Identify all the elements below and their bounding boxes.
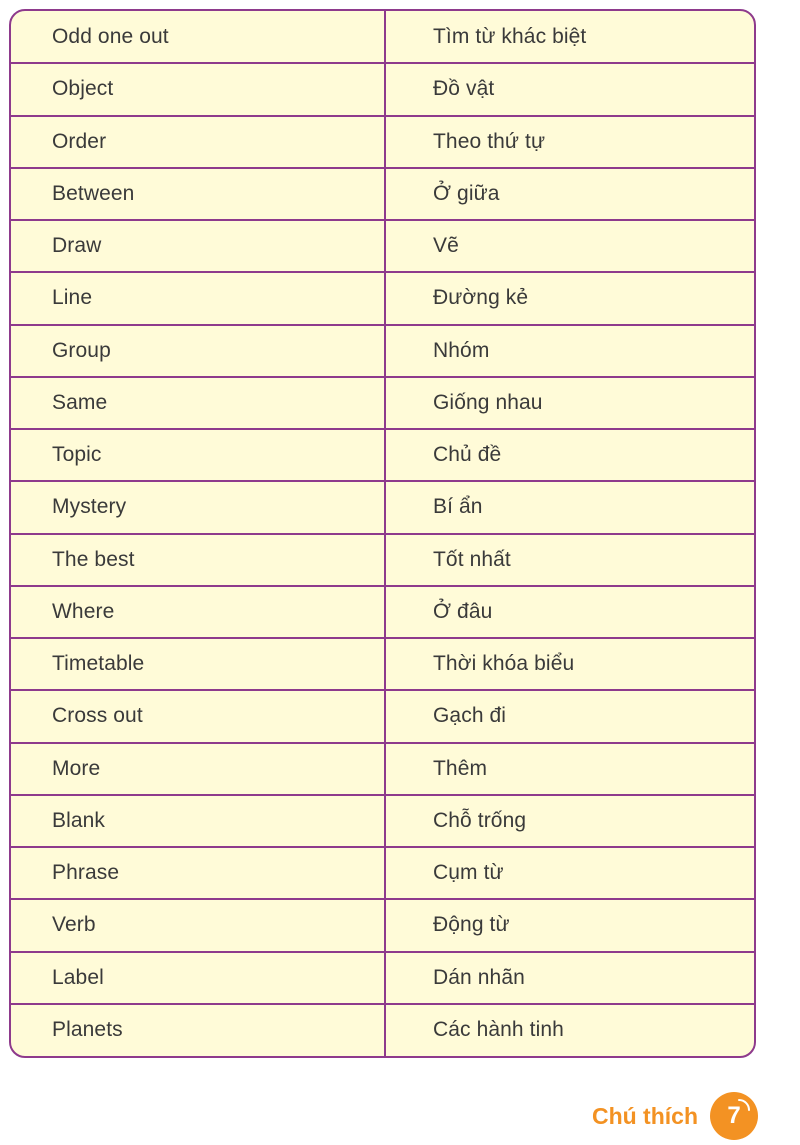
vietnamese-translation: Ở đâu	[433, 599, 493, 623]
vietnamese-translation: Cụm từ	[433, 861, 504, 885]
english-term: Draw	[52, 234, 102, 258]
english-term: Phrase	[52, 861, 120, 885]
english-term: Mystery	[52, 495, 127, 519]
table-row	[11, 586, 754, 638]
english-term: Label	[52, 965, 104, 989]
table-row	[11, 899, 754, 951]
vocabulary-table	[9, 9, 756, 1058]
vietnamese-translation: Giống nhau	[433, 390, 543, 414]
table-row	[11, 534, 754, 586]
table-row	[11, 690, 754, 742]
vietnamese-translation: Chủ đề	[433, 443, 502, 467]
english-term: Verb	[52, 913, 96, 937]
badge-arc-icon	[737, 1098, 751, 1112]
page-number: 7	[727, 1102, 741, 1129]
english-term: Group	[52, 338, 111, 362]
vietnamese-translation: Bí ẩn	[433, 495, 483, 519]
english-term: Where	[52, 599, 115, 623]
table-row	[11, 272, 754, 324]
english-term: Same	[52, 390, 108, 414]
vietnamese-translation: Đồ vật	[433, 77, 495, 101]
table-row	[11, 63, 754, 115]
table-row	[11, 220, 754, 272]
vietnamese-translation: Tốt nhất	[433, 547, 511, 571]
vietnamese-translation: Theo thứ tự	[433, 129, 546, 153]
english-term: Object	[52, 77, 114, 101]
vietnamese-translation: Các hành tinh	[433, 1017, 564, 1041]
english-term: Cross out	[52, 704, 143, 728]
english-term: The best	[52, 547, 135, 571]
table-row	[11, 952, 754, 1004]
vietnamese-translation: Vẽ	[433, 234, 459, 258]
table-row	[11, 325, 754, 377]
english-term: More	[52, 756, 101, 780]
vietnamese-translation: Đường kẻ	[433, 286, 529, 310]
table-row	[11, 1004, 754, 1056]
english-term: Between	[52, 181, 135, 205]
footer-label: Chú thích	[591, 1102, 698, 1129]
table-row	[11, 847, 754, 899]
english-term: Line	[52, 286, 93, 310]
table-row	[11, 377, 754, 429]
table-row	[11, 116, 754, 168]
vietnamese-translation: Dán nhãn	[433, 965, 525, 989]
vietnamese-translation: Thêm	[433, 756, 488, 780]
page-footer	[592, 1092, 758, 1140]
vietnamese-translation: Chỗ trống	[433, 808, 527, 832]
table-row	[11, 795, 754, 847]
english-term: Topic	[52, 443, 102, 467]
table-row	[11, 638, 754, 690]
english-term: Blank	[52, 808, 106, 832]
page-number-badge	[710, 1092, 758, 1140]
vietnamese-translation: Thời khóa biểu	[433, 652, 575, 676]
table-row	[11, 168, 754, 220]
vietnamese-translation: Nhóm	[433, 338, 490, 362]
vietnamese-translation: Ở giữa	[433, 181, 500, 205]
vietnamese-translation: Động từ	[433, 913, 510, 937]
vietnamese-translation: Gạch đi	[433, 704, 507, 728]
table-row	[11, 481, 754, 533]
english-term: Odd one out	[52, 25, 169, 49]
english-term: Timetable	[52, 652, 145, 676]
english-term: Order	[52, 129, 107, 153]
vietnamese-translation: Tìm từ khác biệt	[433, 25, 587, 49]
table-row	[11, 743, 754, 795]
english-term: Planets	[52, 1017, 123, 1041]
table-row	[11, 11, 754, 63]
table-row	[11, 429, 754, 481]
